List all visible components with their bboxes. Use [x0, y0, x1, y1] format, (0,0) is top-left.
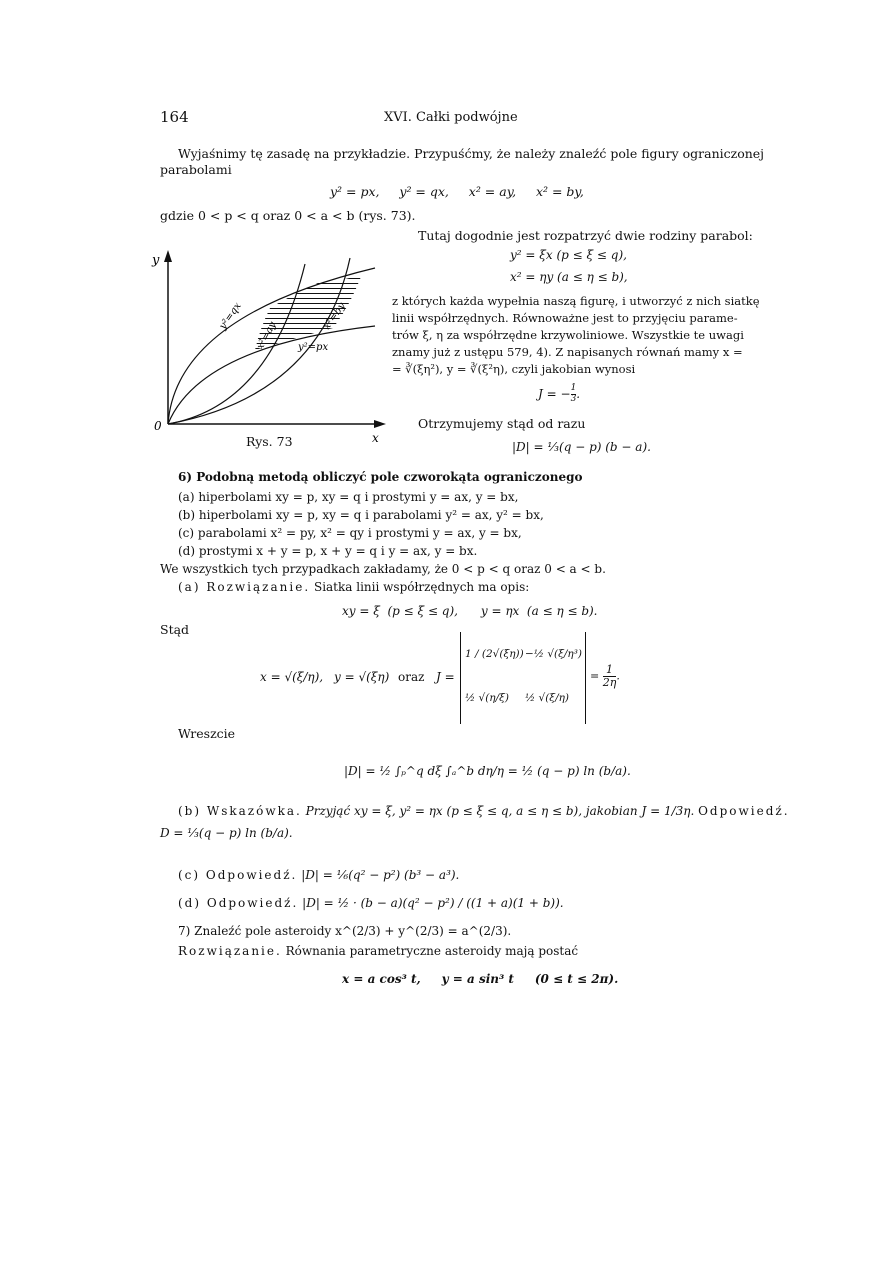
- ex6-item-b: (b) hiperbolami xy = p, xy = q i parabolami y² = ax, y² = bx,: [178, 508, 544, 522]
- final-area-formula: [344, 764, 631, 778]
- oraz-word: oraz: [398, 670, 425, 684]
- side-line-7: Otrzymujemy stąd od razu: [418, 416, 586, 431]
- y-equation: y = √(ξη): [334, 670, 390, 684]
- intro-line-2: parabolami: [160, 162, 232, 177]
- parametric-equations: x = a cos³ t, y = a sin³ t (0 ≤ t ≤ 2π).: [342, 972, 619, 986]
- jacobian-den: 3: [570, 393, 577, 404]
- intro-line-1: Wyjaśnimy tę zasadę na przykładzie. Przypuśćmy, że należy znaleźć pole figury ograniczonej: [178, 146, 765, 161]
- J-label: J =: [436, 670, 455, 684]
- jres-den: 2η: [602, 676, 617, 690]
- jacobian-num: 1: [570, 383, 577, 393]
- x-equation: x = √(ξ/η),: [260, 670, 324, 684]
- ex6-solution-a: [178, 580, 529, 594]
- ex7-title: 7) Znaleźć pole asteroidy x^(2/3) + y^(2/3) = a^(2/3).: [178, 924, 512, 938]
- matrix-22: ½ √(ξ/η): [525, 692, 570, 704]
- side-line-1: Tutaj dogodnie jest rozpatrzyć dwie rodziny parabol:: [418, 228, 753, 243]
- axis-y-label: y: [152, 253, 160, 268]
- solution-label: (a) Rozwiązanie.: [178, 580, 311, 594]
- sol7-text: Równania parametryczne asteroidy mają postać: [285, 944, 579, 958]
- grid-description: xy = ξ (p ≤ ξ ≤ q), y = ηx (a ≤ η ≤ b).: [342, 604, 598, 618]
- answer-c-text: |D| = ⅙(q² − p²) (b³ − a³).: [301, 868, 460, 882]
- side-line-3: linii współrzędnych. Równoważne jest to przyjęciu parame-: [392, 311, 738, 325]
- intro-condition: gdzie 0 < p < q oraz 0 < a < b (rys. 73).: [160, 208, 416, 223]
- label-y2-px: y²=px: [298, 342, 329, 353]
- ex7-solution: [178, 944, 578, 958]
- side-area-formula: |D| = ⅓(q − p) (b − a).: [512, 440, 651, 454]
- side-line-6: = ∛(ξη²), y = ∛(ξ²η), czyli jakobian wynosi: [392, 362, 636, 376]
- side-formula-2: x² = ηy (a ≤ η ≤ b),: [510, 270, 628, 284]
- figure-caption: Rys. 73: [246, 434, 293, 449]
- stad-label: Stąd: [160, 622, 190, 637]
- wreszcie-label: Wreszcie: [178, 726, 236, 741]
- matrix-11: 1 / (2√(ξη)): [465, 648, 524, 660]
- ex6-answer-b: D = ⅓(q − p) ln (b/a).: [160, 826, 293, 840]
- ex6-title: 6) Podobną metodą obliczyć pole czworokąta ograniczonego: [178, 470, 583, 484]
- matrix-12: −½ √(ξ/η³): [525, 648, 583, 660]
- jres-num: 1: [606, 663, 614, 676]
- answer-d-text: |D| = ½ · (b − a)(q² − p²) / ((1 + a)(1 + b)).: [302, 896, 564, 910]
- ex6-item-c: (c) parabolami x² = py, x² = qy i prostymi y = ax, y = bx,: [178, 526, 522, 540]
- ex6-answer-d: [178, 896, 564, 910]
- figure-73: [150, 246, 390, 456]
- running-title: XVI. Całki podwójne: [384, 110, 518, 125]
- parabolas-diagram: [150, 246, 390, 456]
- label-y2-qx: y²=qx: [217, 300, 244, 332]
- side-line-5: znamy już z ustępu 579, 4). Z napisanych równań mamy x =: [392, 345, 743, 359]
- ex6-item-a: (a) hiperbolami xy = p, xy = q i prostymi y = ax, y = bx,: [178, 490, 519, 504]
- ex6-assumption: We wszystkich tych przypadkach zakładamy, że 0 < p < q oraz 0 < a < b.: [160, 562, 606, 576]
- curve-x2-ay: [168, 264, 305, 424]
- answer-c-label: (c) Odpowiedź.: [178, 868, 298, 882]
- ex6-item-d: (d) prostymi x + y = p, x + y = q i y = ax, y = bx.: [178, 544, 478, 558]
- answer-d-label: (d) Odpowiedź.: [178, 896, 299, 910]
- side-formula-1: y² = ξx (p ≤ ξ ≤ q),: [510, 248, 627, 262]
- final-mid: ½ ∫ₚ^q dξ ∫ₐ^b dη/η = ½ (q − p) ln (b/a).: [379, 764, 631, 778]
- sol7-label: Rozwiązanie.: [178, 944, 282, 958]
- side-line-2: z których każda wypełnia naszą figurę, i utworzyć z nich siatkę: [392, 294, 760, 308]
- hint-answer-label: Odpowiedź.: [698, 804, 790, 818]
- final-left: |D| =: [344, 764, 376, 778]
- hint-label: (b) Wskazówka.: [178, 804, 302, 818]
- label-x2-ay: x²=ay: [254, 320, 279, 352]
- origin-label: 0: [154, 419, 162, 433]
- jacobian-result: = $\frac{1}{2\eta}$ .: [590, 663, 620, 690]
- solution-text: Siatka linii współrzędnych ma opis:: [313, 580, 530, 594]
- matrix-21: ½ √(η/ξ): [465, 692, 510, 704]
- page-number: 164: [160, 108, 189, 126]
- label-x2-by: x²=by: [321, 300, 348, 332]
- intro-equations: y² = px, y² = qx, x² = ay, x² = by,: [330, 184, 584, 199]
- side-jacobian: J = − $\frac{1}{3}$ .: [538, 383, 581, 404]
- hint-text: Przyjąć xy = ξ, y² = ηx (p ≤ ξ ≤ q, a ≤ η ≤ b), jakobian J = 1/3η.: [305, 804, 695, 818]
- axis-x-label: x: [372, 431, 379, 445]
- ex6-answer-c: [178, 868, 459, 882]
- ex6-hint-b: [178, 804, 790, 818]
- jacobian-lhs: J = −: [538, 386, 571, 401]
- side-line-4: trów ξ, η za współrzędne krzywoliniowe. Wszystkie te uwagi: [392, 328, 744, 342]
- jacobian-matrix: [460, 632, 586, 724]
